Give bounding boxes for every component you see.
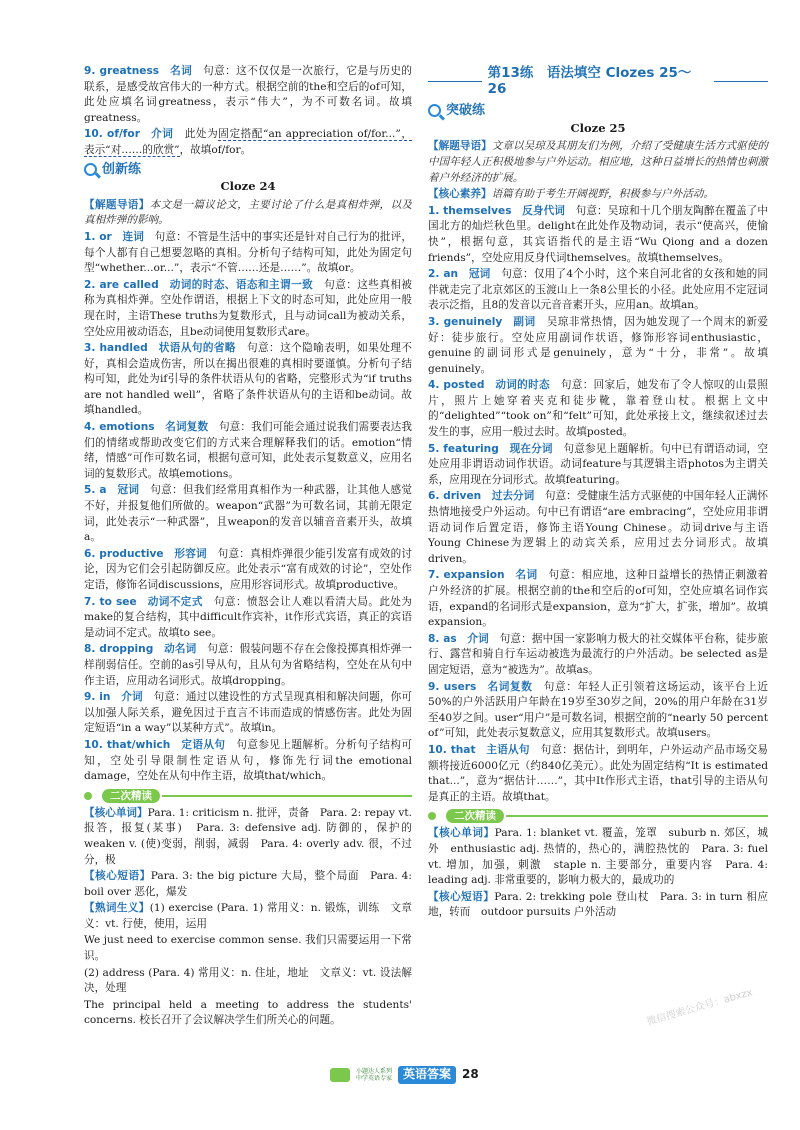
- guide-tag: 【解题导语】: [428, 140, 492, 153]
- grammar-point: 连词: [122, 230, 144, 243]
- answer-key: 10. that: [428, 743, 476, 756]
- grammar-point: 介词: [150, 128, 174, 141]
- explanation-text: ，故填of/for。: [179, 143, 252, 156]
- answer-key: 7. to see: [84, 595, 137, 608]
- review-list: [428, 826, 768, 921]
- review-item: [428, 890, 768, 921]
- grammar-point: 主语从句: [486, 743, 530, 756]
- answer-key: 9. greatness: [84, 65, 160, 77]
- band-line: [506, 815, 768, 817]
- lesson-header: [428, 66, 768, 97]
- answer-item: [84, 420, 412, 482]
- grammar-point: 动词的时态: [495, 379, 550, 392]
- explanation-text: 句意参见上题解析。句中已有谓语动词，空处应用非谓语动词作状语。动词feature与其逻辑主语photos为主谓关系，应用现在分词形式。故填featuring。: [428, 442, 768, 486]
- review-tag: 【熟词生义】: [84, 902, 150, 915]
- answer-key: 2. are called: [84, 278, 159, 291]
- page-number: 28: [462, 1067, 479, 1081]
- explanation-text: 句意：相应地，这种日益增长的热情正刺激着户外经济的扩展。根据空前的the和空后的of可知，空处应填名词作宾语，expand的名词形式是expansion，意为“扩大，扩张，增加”。故填expansion。: [428, 569, 769, 629]
- review-tag: 【核心短语】: [428, 890, 495, 903]
- review-tag: 【核心短语】: [84, 870, 151, 883]
- section-title: 突破练: [446, 103, 486, 119]
- answer-key: 8. dropping: [84, 643, 154, 656]
- explanation-text: 句意：受健康生活方式驱使的中国年轻人正满怀热情地接受户外运动。句中已有谓语“are embracing”，空处应用非谓语动词作后置定语，修饰主语Young Chinese。动词drive与主语Young Chinese为逻辑上的动宾关系，应用过去分词形式。故填driven。: [428, 490, 769, 565]
- explanation-text: 句意：这些真相被称为真相炸弹。空处作谓语，根据上下文的时态可知，此处应用一般现在时，主语These truths为复数形式，且与动词call为被动关系，空处应用被动语态，且be动词使用复数形式are。: [84, 278, 412, 338]
- review-text: The principal held a meeting to address the students' concerns. 校长召开了会议解决学生们所关心的问题。: [84, 998, 412, 1027]
- band-dot-icon: [428, 812, 436, 820]
- answer-item: [84, 690, 412, 737]
- answer-item: [428, 204, 768, 266]
- review-item: [84, 901, 412, 932]
- explanation-text: 吴琼非常热情，因为她发现了一个周末的新爱好：徒步旅行。空处应用副词作状语，修饰形容词enthusiastic，genuine的副词形式是genuinely，意为“十分，非常”。故填genuinely。: [428, 315, 768, 375]
- explanation-text: 此处为: [184, 128, 219, 141]
- answer-key: 1. or: [84, 230, 112, 243]
- grammar-point: 定语从句: [180, 738, 226, 751]
- answer-item: [84, 230, 412, 277]
- explanation-text: 句意：真相炸弹很少能引发富有成效的讨论，因为它们会引起防御反应。此处表示“富有成效的讨论”，空处作定语，修饰名词discussions，应用形容词形式。故填productive。: [84, 547, 412, 591]
- answer-item: [84, 278, 412, 340]
- literacy-text: 语篇有助于考生开阔视野，积极参与户外活动。: [491, 188, 715, 201]
- grammar-point: 过去分词: [491, 490, 535, 503]
- grammar-point: 名词复数: [486, 680, 533, 693]
- answer-key: 9. users: [428, 680, 477, 693]
- brand-line-top: 小题达人系列: [356, 1067, 393, 1075]
- grammar-point: 动名词: [163, 643, 197, 656]
- explanation-text: 句意：吴琼和十几个朋友陶醉在覆盖了中国北方的灿烂秋色里。delight在此处作及物动词，表示“使高兴，使愉快”，根据句意，其宾语指代的是主语“Wu Qiong and a dozen friends”，空处应用反身代词themselves。故填themselves。: [428, 204, 768, 264]
- review-item: [84, 869, 412, 900]
- band-label: 二次精读: [446, 809, 504, 823]
- answer-key: 4. emotions: [84, 421, 155, 434]
- footer-label: 英语答案: [398, 1066, 456, 1084]
- review-item: [84, 806, 423, 868]
- left-column: [84, 64, 423, 1030]
- answer-key: 8. as: [428, 632, 457, 645]
- explanation-text: 句意：不管是生活中的事实还是针对自己行为的批评，每个人都有自己想要忽略的真相。分析句子结构可知，此处为固定句型“whether...or...”，表示“不管……还是……”。故填or。: [84, 230, 413, 275]
- answer-item: [428, 632, 768, 679]
- answer-item: [428, 568, 768, 630]
- explanation-text: 句意：这个隐喻表明，如果处理不好，真相会造成伤害，所以在揭出很难的真相时要谨慎。分析句子结构可知，此处为if引导的条件状语从句的省略，完整形式为“if truths are not handled well”，省略了条件状语从句的主语和be动词。故填handled。: [84, 342, 412, 417]
- band-line: [162, 795, 412, 797]
- review-text: Para. 3: the big picture 大局，整个局面 Para. 4: boil over 恶化，爆发: [84, 870, 412, 898]
- answer-key: 2. an: [428, 268, 459, 281]
- answer-item: [428, 743, 768, 805]
- section-title: 创新练: [102, 161, 142, 177]
- cloze-title: Cloze 24: [220, 179, 276, 194]
- answer-item: [84, 738, 412, 785]
- answer-item: [428, 315, 768, 377]
- answer-key: 10. of/for: [84, 128, 140, 141]
- review-item: [84, 933, 412, 964]
- explanation-underline: 固定搭配“an appreciation of/for...”，表示“对……的欣赏”: [84, 128, 413, 156]
- grammar-point: 冠词: [117, 484, 140, 497]
- grammar-point: 名词: [515, 569, 538, 582]
- watermark-stamp: 微信搜索公众号：abxzx: [645, 987, 754, 1028]
- lesson-bar-left: [428, 81, 482, 83]
- literacy-tag: 【核心素养】: [428, 188, 492, 201]
- guide-text: 文章以吴琼及其朋友们为例，介绍了受健康生活方式驱使的中国年轻人正积极地参与户外运动。相应地，这种日益增长的热情也刺激着户外经济的扩展。: [428, 140, 769, 184]
- grammar-point: 介词: [467, 632, 489, 645]
- lesson-bar-right: [714, 81, 768, 83]
- grammar-point: 动词不定式: [147, 595, 203, 608]
- reread-band: [428, 809, 768, 823]
- grammar-point: 形容词: [174, 547, 207, 560]
- magnifier-icon: [428, 104, 441, 117]
- explanation-text: 句意：仅用了4个小时，这个来自河北省的女孩和她的同伴就走完了北京郊区的玉渡山上一条8公里长的小径。此处应用不定冠词表示泛指，且8的发音以元音音素开头，应用an。故填an。: [428, 268, 768, 312]
- review-text: (2) address (Para. 4) 常用义：n. 住址，地址 文章义：vt. 设法解决，处理: [84, 966, 412, 995]
- answer-item: [84, 547, 412, 594]
- explanation-text: 句意：我们可能会通过说我们需要表达我们的情绪或帮助改变它们的方式来合理解释我们的话。emotion“情绪，情感”可作可数名词，根据句意可知，此处表示复数意义，应用名词的复数形式。故填emotions。: [84, 421, 413, 480]
- answer-item: [428, 378, 768, 440]
- grammar-point: 副词: [512, 315, 536, 328]
- answer-key: 5. a: [84, 484, 107, 497]
- answer-key: 3. handled: [84, 342, 148, 355]
- brand-text: [356, 1068, 392, 1082]
- review-text: (1) exercise (Para. 1) 常用义：n. 锻炼，训练 文章义：vt. 行使，使用，运用: [84, 902, 413, 930]
- explanation-text: 句意：回家后，她发布了令人惊叹的山景照片，照片上她穿着夹克和徒步靴，靠着登山杖。根据上文中的“delighted”“took on”和“felt”可知，此处承接上文，继续叙述过去发生的事，应用一般过去时。故填posted。: [428, 379, 769, 439]
- cloze-title: Cloze 25: [570, 120, 626, 135]
- section-header-breakthrough: [428, 103, 768, 119]
- review-tag: 【核心单词】: [84, 806, 148, 819]
- answer-item: [84, 64, 412, 126]
- answer-key: 5. featuring: [428, 442, 499, 455]
- guide-paragraph: [428, 139, 768, 186]
- literacy-paragraph: [428, 187, 768, 203]
- review-text: Para. 2: trekking pole 登山杖 Para. 3: in turn 相应地，转而 outdoor pursuits 户外活动: [428, 890, 769, 919]
- answer-item: [84, 595, 412, 642]
- right-column: [428, 66, 768, 922]
- answer-key: 3. genuinely: [428, 315, 503, 328]
- reread-band: [84, 789, 412, 803]
- answer-key: 10. that/which: [84, 738, 171, 751]
- grammar-point: 现在分词: [509, 442, 553, 455]
- answer-key: 9. in: [84, 691, 111, 704]
- review-list: [84, 806, 423, 1029]
- page-footer: [330, 1066, 479, 1084]
- explanation-text: 句意：据中国一家影响力极大的社交媒体平台称，徒步旅行、露营和骑自行车运动被选为最流行的户外活动。be selected as是固定短语，意为“被选为”。故填as。: [428, 632, 769, 676]
- grammar-point: 状语从句的省略: [158, 342, 236, 355]
- answer-item: [428, 680, 768, 742]
- answer-list: [428, 204, 768, 806]
- review-item: [428, 826, 768, 888]
- grammar-point: 动词的时态、语态和主谓一致: [169, 278, 314, 291]
- answer-list-top: [84, 64, 412, 159]
- review-text: Para. 1: criticism n. 批评，责备 Para. 2: repay vt. 报答，报复(某事) Para. 3: defensive adj. 防御的，保护的 weaken v. (使)变弱，削弱，减弱 Para. 4: overly adv. 很，不过分，极: [84, 806, 423, 866]
- explanation-text: 句意：但我们经常用真相作为一种武器，让其他人感觉不好，并报复他们所做的。weapon“武器”为可数名词，其前无限定词，此处表示“一种武器”，且weapon的发音以辅音音素开头，故填a。: [84, 484, 413, 544]
- grammar-point: 冠词: [468, 268, 491, 281]
- explanation-text: 句意：据估计，到明年，户外运动产品市场交易额将接近6000亿元（约840亿美元）。此处为固定结构“It is estimated that...”，意为“据估计……”，其中It作形式主语，that引导的主语从句是真正的主语。故填that。: [428, 743, 769, 803]
- lesson-title: 第13练 语法填空 Clozes 25～26: [487, 65, 692, 97]
- explanation-text: 句意：愤怒会让人难以看清大局。此处为make的复合结构，其中difficult作宾补，it作形式宾语，真正的宾语是动词不定式。故填to see。: [84, 595, 413, 639]
- answer-item: [84, 127, 412, 158]
- grammar-point: 反身代词: [522, 204, 565, 217]
- brand-line-bottom: 中学英语专家: [356, 1074, 393, 1082]
- answer-key: 4. posted: [428, 379, 485, 392]
- answer-item: [428, 489, 768, 567]
- section-header-innovation: [84, 162, 412, 178]
- review-item: [84, 966, 412, 997]
- explanation-text: 句意：年轻人正引领着这场运动，该平台上近50%的户外活跃用户年龄在19岁至30岁之间，20%的用户年龄在31岁至40岁之间。user“用户”是可数名词，根据空前的“nearly 50 percent of”可知，此处表示复数意义，应用其复数形式。故填users。: [428, 680, 769, 740]
- explanation-text: 句意：通过以建设性的方式呈现真相和解决问题，你可以加强人际关系，避免因过于直言不讳而造成的情感伤害。此处为固定短语“in a way”以某种方式”。故填in。: [84, 691, 413, 735]
- review-item: [84, 998, 412, 1029]
- guide-paragraph: [84, 198, 412, 229]
- answer-item: [84, 341, 412, 419]
- answer-key: 1. themselves: [428, 204, 512, 217]
- brand-logo-icon: [330, 1068, 350, 1082]
- review-tag: 【核心单词】: [428, 827, 495, 840]
- grammar-point: 名词复数: [165, 421, 209, 434]
- guide-text: 本文是一篇议论文，主要讨论了什么是真相炸弹，以及真相炸弹的影响。: [84, 198, 412, 227]
- review-text: Para. 1: blanket vt. 覆盖，笼罩 suburb n. 郊区，城外 enthusiastic adj. 热情的，热心的，满腔热忱的 Para. 3: fuel vt. 增加，加强，刺激 staple n. 主要部分，重要内容 Para. 4: leading adj. 非常重要的，影响力极大的，最成功的: [428, 827, 768, 887]
- explanation-text: 句意参见上题解析。分析句子结构可知，空处引导限制性定语从句，修饰先行词the emotional damage，空处在从句中作主语，故填that/which。: [84, 738, 412, 783]
- answer-list: [84, 230, 412, 785]
- guide-tag: 【解题导语】: [84, 198, 150, 211]
- answer-item: [428, 442, 768, 489]
- explanation-text: 句意：这不仅仅是一次旅行，它是与历史的联系，是感受故宫伟大的一种方式。根据空前的the和空后的of可知，此处应填名词greatness，表示“伟大”，为不可数名词。故填greatness。: [84, 65, 412, 124]
- grammar-point: 名词: [169, 65, 193, 77]
- answer-item: [84, 483, 412, 545]
- answer-item: [428, 267, 768, 314]
- band-dot-icon: [84, 792, 92, 800]
- magnifier-icon: [84, 163, 97, 176]
- review-text: We just need to exercise common sense. 我们只需要运用一下常识。: [84, 934, 412, 963]
- answer-key: 6. productive: [84, 547, 164, 560]
- explanation-text: 句意：假装问题不存在会像投掷真相炸弹一样削弱信任。空前的as引导从句，且从句为省略结构，空处在从句中作主语，应用动名词形式。故填dropping。: [84, 643, 413, 687]
- band-label: 二次精读: [102, 789, 160, 803]
- answer-item: [84, 642, 412, 689]
- answer-key: 6. driven: [428, 490, 482, 503]
- answer-key: 7. expansion: [428, 569, 505, 582]
- grammar-point: 介词: [121, 691, 143, 704]
